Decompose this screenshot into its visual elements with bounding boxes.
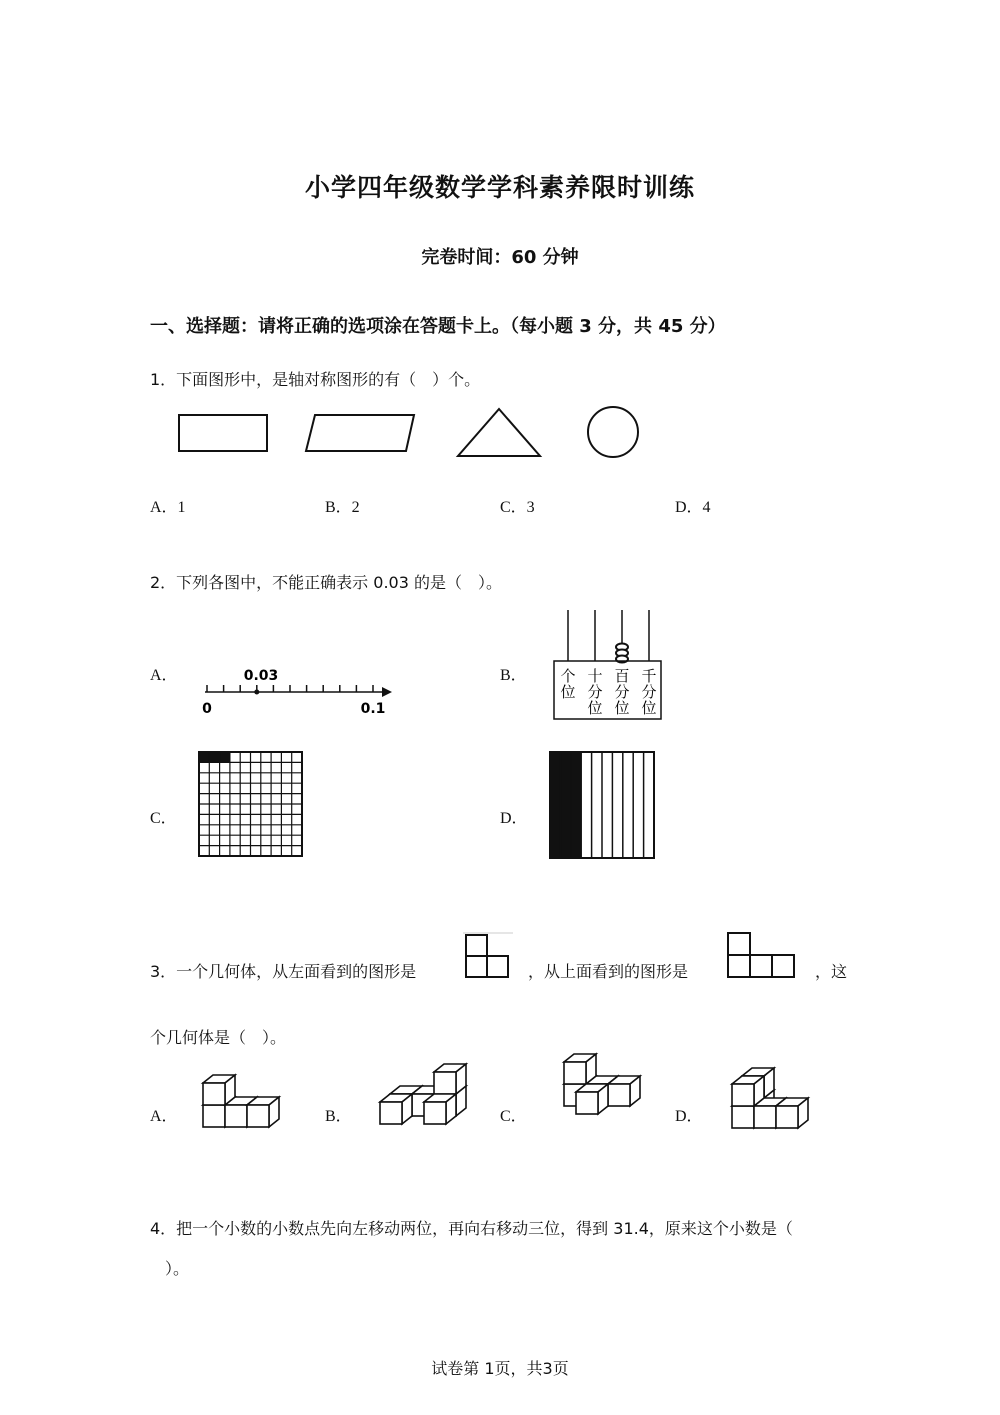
triangle-icon xyxy=(458,409,540,456)
strip-shaded xyxy=(550,752,560,858)
page-footer: 试卷第 1页，共3页 xyxy=(431,1359,569,1378)
circle-icon xyxy=(588,407,638,457)
abacus-column-label: 分 xyxy=(641,683,657,701)
cube xyxy=(564,1054,596,1084)
q1-option-c[interactable]: C．3 xyxy=(500,499,535,516)
question-1-text: 1．下面图形中，是轴对称图形的有（ ）个。 xyxy=(150,370,481,389)
cube xyxy=(776,1098,808,1128)
exam-duration: 完卷时间：60 分钟 xyxy=(421,247,579,268)
strip-shaded xyxy=(560,752,570,858)
question-3-text-d: 个几何体是（ ）。 xyxy=(150,1028,287,1047)
number-line-label-end: 0.1 xyxy=(360,701,386,717)
strip-shaded xyxy=(571,752,581,858)
cube xyxy=(434,1064,466,1094)
abacus-column-label: 十 xyxy=(587,667,603,685)
cube xyxy=(576,1084,608,1114)
question-3-text: 3．一个几何体，从左面看到的图形是 xyxy=(150,962,417,981)
abacus-column-label: 百 xyxy=(614,667,630,685)
q3-option-a[interactable]: A． xyxy=(150,1108,178,1125)
q1-option-d[interactable]: D．4 xyxy=(675,499,711,516)
abacus-column-label: 千 xyxy=(641,667,657,685)
q2-option-b[interactable]: B． xyxy=(500,667,527,684)
cube xyxy=(424,1094,456,1124)
cube xyxy=(608,1076,640,1106)
q2-option-d[interactable]: D． xyxy=(500,810,528,827)
number-line-label-point: 0.03 xyxy=(243,668,279,684)
question-4-text-b: ）。 xyxy=(165,1259,190,1278)
q2-option-a[interactable]: A． xyxy=(150,667,178,684)
number-line-label-start: 0 xyxy=(202,701,212,717)
cube xyxy=(380,1094,412,1124)
abacus-column-label: 分 xyxy=(587,683,603,701)
grid-shaded-cell xyxy=(199,752,209,762)
cube xyxy=(247,1097,279,1127)
page-title: 小学四年级数学学科素养限时训练 xyxy=(304,173,695,202)
q2-option-c[interactable]: C． xyxy=(150,810,177,827)
cube xyxy=(203,1075,235,1105)
section-heading: 一、选择题：请将正确的选项涂在答题卡上。（每小题 3 分，共 45 分） xyxy=(150,316,726,337)
parallelogram-icon xyxy=(306,415,414,451)
grid-shaded-cell xyxy=(209,752,219,762)
question-4-text: 4．把一个小数的小数点先向左移动两位，再向右移动三位，得到 31.4，原来这个小数是（ xyxy=(150,1219,793,1238)
question-3-text-c: ，这 xyxy=(815,962,848,981)
q1-option-a[interactable]: A．1 xyxy=(150,499,186,516)
cube-solids-figures xyxy=(0,0,1,1)
abacus-column-label: 位 xyxy=(614,699,630,717)
q3-option-d[interactable]: D． xyxy=(675,1108,703,1125)
question-2-text: 2．下列各图中，不能正确表示 0.03 的是（ ）。 xyxy=(150,573,502,592)
abacus-column-label: 个 xyxy=(560,667,576,685)
q3-option-c[interactable]: C． xyxy=(500,1108,527,1125)
cube xyxy=(732,1076,764,1106)
abacus-column-label: 位 xyxy=(560,683,576,701)
question-3-text-b: ，从上面看到的图形是 xyxy=(528,962,689,981)
abacus-column-label: 分 xyxy=(614,683,630,701)
q3-option-b[interactable]: B． xyxy=(325,1108,352,1125)
grid-shaded-cell xyxy=(220,752,230,762)
q1-option-b[interactable]: B．2 xyxy=(325,499,360,516)
abacus-column-label: 位 xyxy=(587,699,603,717)
number-line-point xyxy=(254,690,259,695)
abacus-column-label: 位 xyxy=(641,699,657,717)
rectangle-icon xyxy=(179,415,267,451)
